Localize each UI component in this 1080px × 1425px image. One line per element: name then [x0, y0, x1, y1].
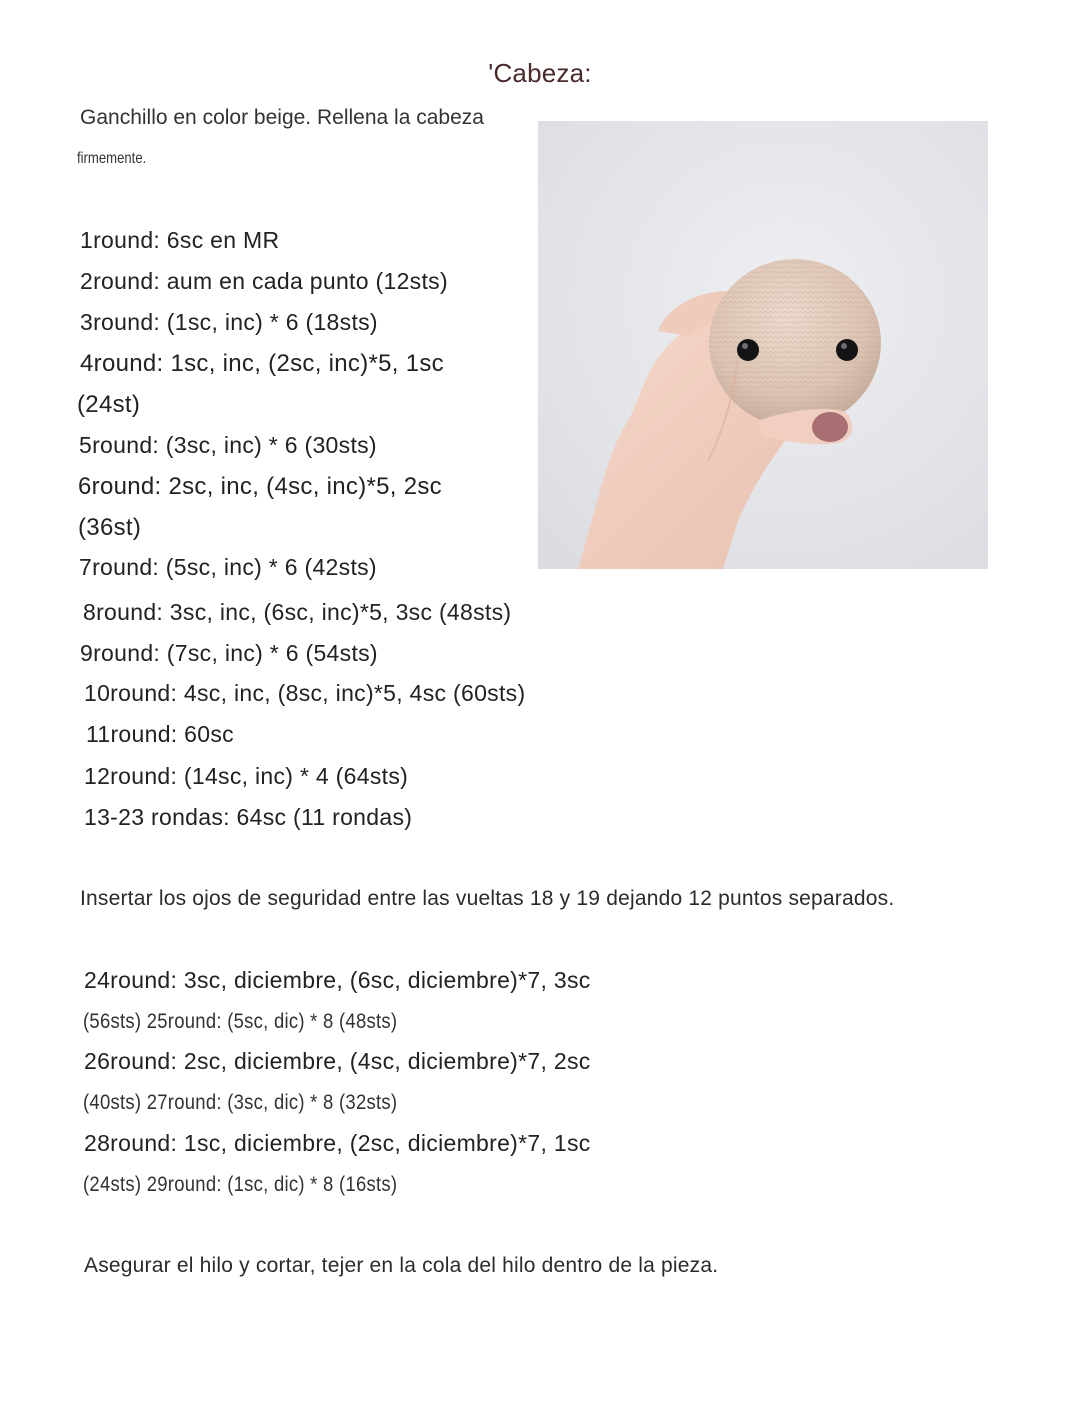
round-line: 8round: 3sc, inc, (6sc, inc)*5, 3sc (48sts): [83, 599, 512, 625]
round-line: 11round: 60sc: [86, 721, 234, 747]
crochet-head-photo: [538, 121, 988, 569]
round-line: 12round: (14sc, inc) * 4 (64sts): [84, 763, 409, 789]
decrease-round-line: 26round: 2sc, diciembre, (4sc, diciembre)*7, 2sc: [84, 1048, 591, 1074]
intro-text: Ganchillo en color beige. Rellena la cabeza: [80, 106, 484, 129]
decrease-round-line: 28round: 1sc, diciembre, (2sc, diciembre)*7, 1sc: [84, 1130, 591, 1156]
decrease-round-line: (40sts) 27round: (3sc, dic) * 8 (32sts): [83, 1091, 398, 1114]
round-line: 10round: 4sc, inc, (8sc, inc)*5, 4sc (60sts): [84, 680, 526, 706]
round-line: 2round: aum en cada punto (12sts): [80, 268, 448, 294]
decrease-round-line: (56sts) 25round: (5sc, dic) * 8 (48sts): [83, 1010, 398, 1033]
finish-instruction: Asegurar el hilo y cortar, tejer en la cola del hilo dentro de la pieza.: [84, 1254, 719, 1277]
page-title: 'Cabeza:: [488, 58, 592, 88]
decrease-round-line: (24sts) 29round: (1sc, dic) * 8 (16sts): [83, 1173, 398, 1196]
round-line: 6round: 2sc, inc, (4sc, inc)*5, 2sc: [78, 473, 442, 500]
round-line: 9round: (7sc, inc) * 6 (54sts): [80, 640, 378, 666]
intro-text-continued: firmemente.: [77, 150, 147, 167]
round-line: 3round: (1sc, inc) * 6 (18sts): [80, 309, 378, 335]
round-line: 5round: (3sc, inc) * 6 (30sts): [79, 432, 377, 458]
eyes-instruction: Insertar los ojos de seguridad entre las vueltas 18 y 19 dejando 12 puntos separados.: [80, 887, 895, 910]
round-line: 13-23 rondas: 64sc (11 rondas): [84, 804, 413, 830]
round-line: 1round: 6sc en MR: [80, 227, 280, 253]
round-line: 4round: 1sc, inc, (2sc, inc)*5, 1sc: [80, 350, 444, 377]
decrease-round-line: 24round: 3sc, diciembre, (6sc, diciembre)*7, 3sc: [84, 967, 591, 993]
round-line-continued: (36st): [78, 514, 142, 541]
round-line: 7round: (5sc, inc) * 6 (42sts): [79, 554, 377, 580]
round-line-continued: (24st): [77, 391, 141, 418]
